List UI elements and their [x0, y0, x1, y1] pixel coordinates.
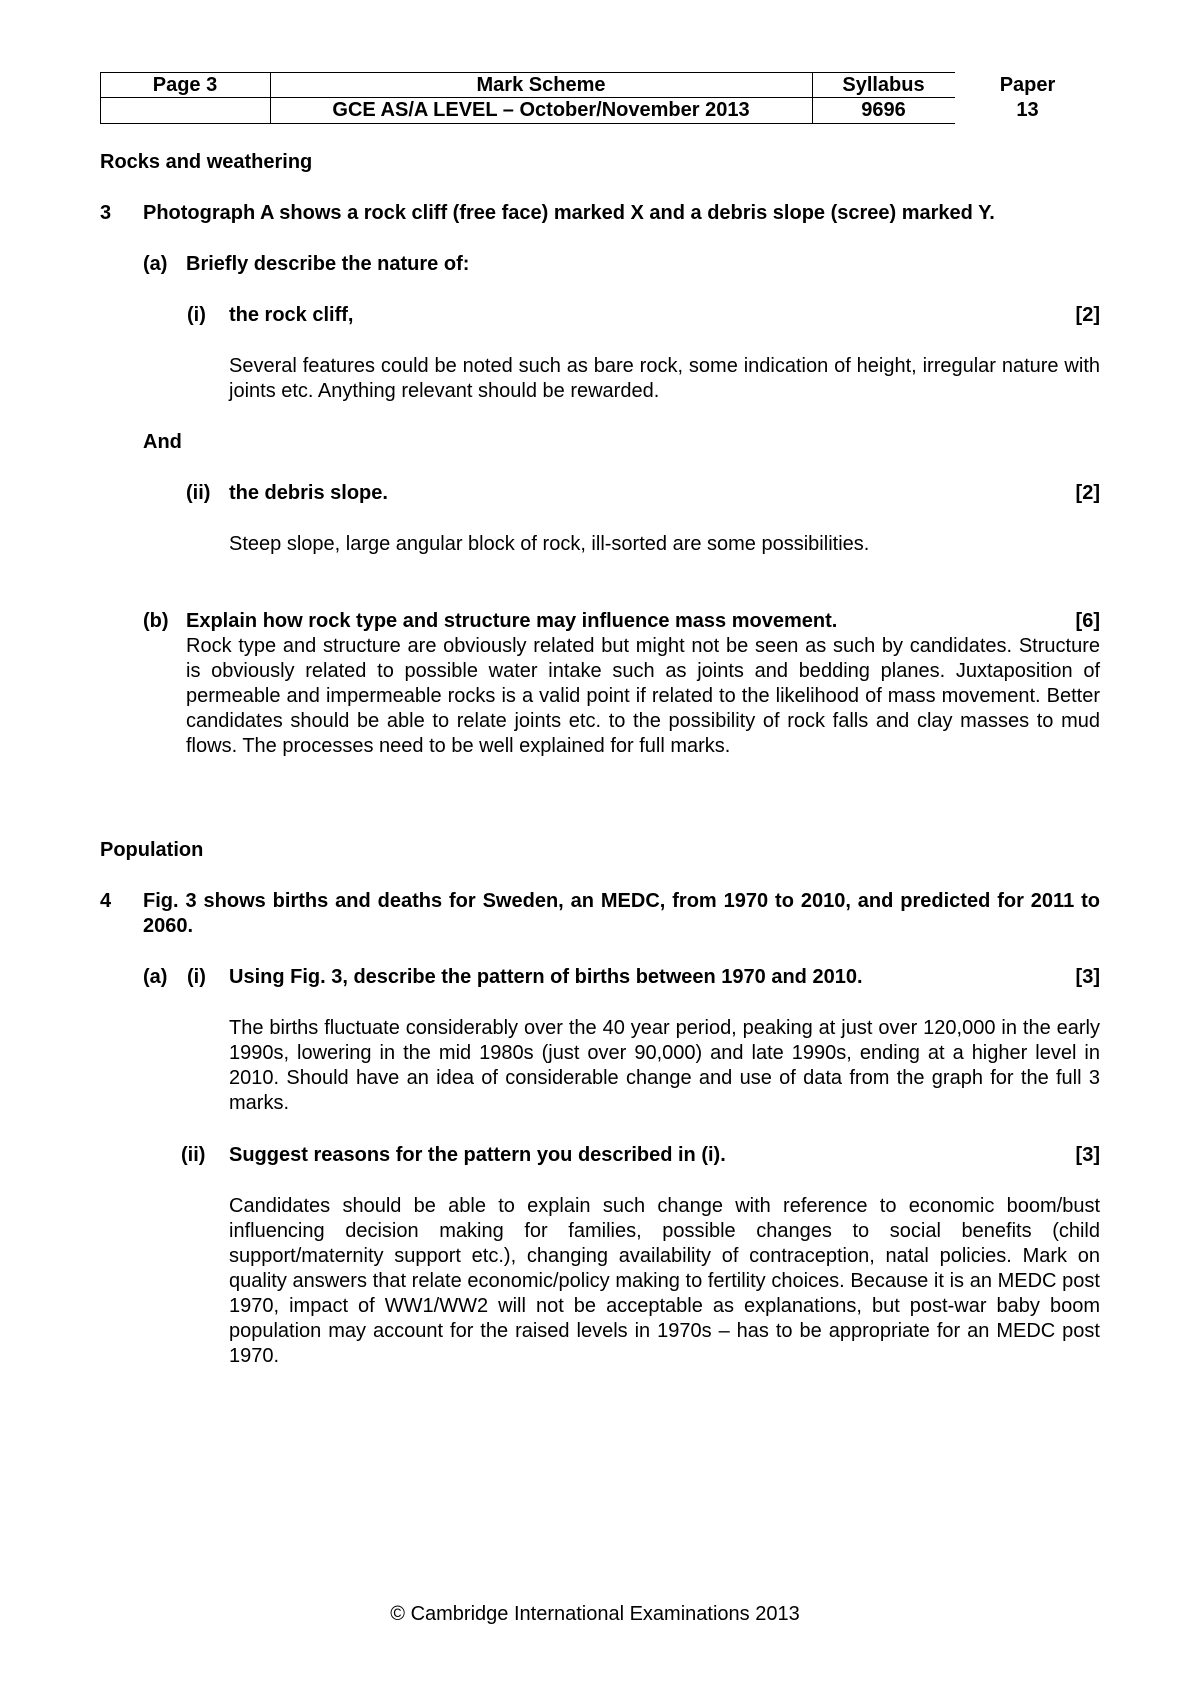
part-b-answer: Rock type and structure are obviously related but might not be seen as such by candidates. Structure is obviously related to possible water intake such as joints and bedding planes. Juxtaposition of permeable and impermeable rocks is a valid point if related to the likelihood of mass movement. Better candidates should be able to relate joints etc. to the possibility of rock falls and clay masses to mud flows. The processes need to be well explained for full marks. — [186, 635, 1100, 757]
page-number: Page 3 — [152, 74, 218, 96]
part-a-label: (a) — [143, 253, 168, 275]
table-bottom-rule — [100, 123, 955, 124]
q4-subpart-i-marks: [3] — [1075, 966, 1100, 988]
subpart-ii-marks: [2] — [1075, 482, 1100, 504]
section-heading-rocks: Rocks and weathering — [100, 151, 313, 173]
subpart-ii-answer: Steep slope, large angular block of rock, ill-sorted are some possibilities. — [229, 533, 870, 555]
q4-subpart-ii-marks: [3] — [1075, 1144, 1100, 1166]
q4-subpart-i-label: (i) — [187, 966, 206, 988]
part-b-marks: [6] — [1075, 610, 1100, 632]
paper-number: 13 — [1016, 99, 1039, 121]
syllabus-label: Syllabus — [842, 74, 925, 96]
header-table — [100, 72, 1100, 124]
subpart-i-label: (i) — [187, 304, 206, 326]
subpart-ii-text: the debris slope. — [229, 482, 388, 504]
question-3-text: Photograph A shows a rock cliff (free face) marked X and a debris slope (scree) marked Y. — [143, 202, 995, 224]
question-4-text: Fig. 3 shows births and deaths for Sweden, an MEDC, from 1970 to 2010, and predicted for 2011 to 2060. — [143, 890, 1100, 937]
subpart-i-answer: Several features could be noted such as bare rock, some indication of height, irregular nature with joints etc. Anything relevant should be rewarded. — [229, 355, 1100, 402]
and-connector: And — [143, 431, 182, 453]
q4-subpart-ii-label: (ii) — [181, 1144, 206, 1166]
part-a-text: Briefly describe the nature of: — [186, 253, 470, 275]
subpart-i-marks: [2] — [1075, 304, 1100, 326]
document-title: Mark Scheme — [476, 74, 606, 96]
part-b-text: Explain how rock type and structure may influence mass movement. — [186, 610, 838, 632]
part-b-label: (b) — [143, 610, 169, 632]
question-number-3: 3 — [100, 202, 112, 224]
subpart-ii-label: (ii) — [186, 482, 211, 504]
footer-copyright: © Cambridge International Examinations 2013 — [390, 1603, 800, 1625]
question-number-4: 4 — [100, 890, 112, 912]
q4-part-a-label: (a) — [143, 966, 168, 988]
q4-subpart-i-answer: The births fluctuate considerably over the 40 year period, peaking at just over 120,000 in the early 1990s, lowering in the mid 1980s (just over 90,000) and late 1990s, ending at a higher level in 2010. Should have an idea of considerable change and use of data from the graph for the full 3 marks. — [229, 1017, 1100, 1114]
syllabus-code: 9696 — [861, 99, 906, 121]
section-heading-population: Population — [100, 839, 204, 861]
subpart-i-text: the rock cliff, — [229, 304, 354, 326]
q4-subpart-i-text: Using Fig. 3, describe the pattern of births between 1970 and 2010. — [229, 966, 863, 988]
exam-session: GCE AS/A LEVEL – October/November 2013 — [332, 99, 750, 121]
q4-subpart-ii-text: Suggest reasons for the pattern you described in (i). — [229, 1144, 726, 1166]
paper-label: Paper — [999, 74, 1056, 96]
q4-subpart-ii-answer: Candidates should be able to explain such change with reference to economic boom/bust influencing decision making for families, possible changes to social benefits (child support/maternity support etc.), changing availability of contraception, natal policies. Mark on quality answers that relate economic/policy making to fertility choices. Because it is an MEDC post 1970, impact of WW1/WW2 will not be acceptable as explanations, but post-war baby boom population may account for the raised levels in 1970s – has to be appropriate for an MEDC post 1970. — [229, 1195, 1100, 1367]
